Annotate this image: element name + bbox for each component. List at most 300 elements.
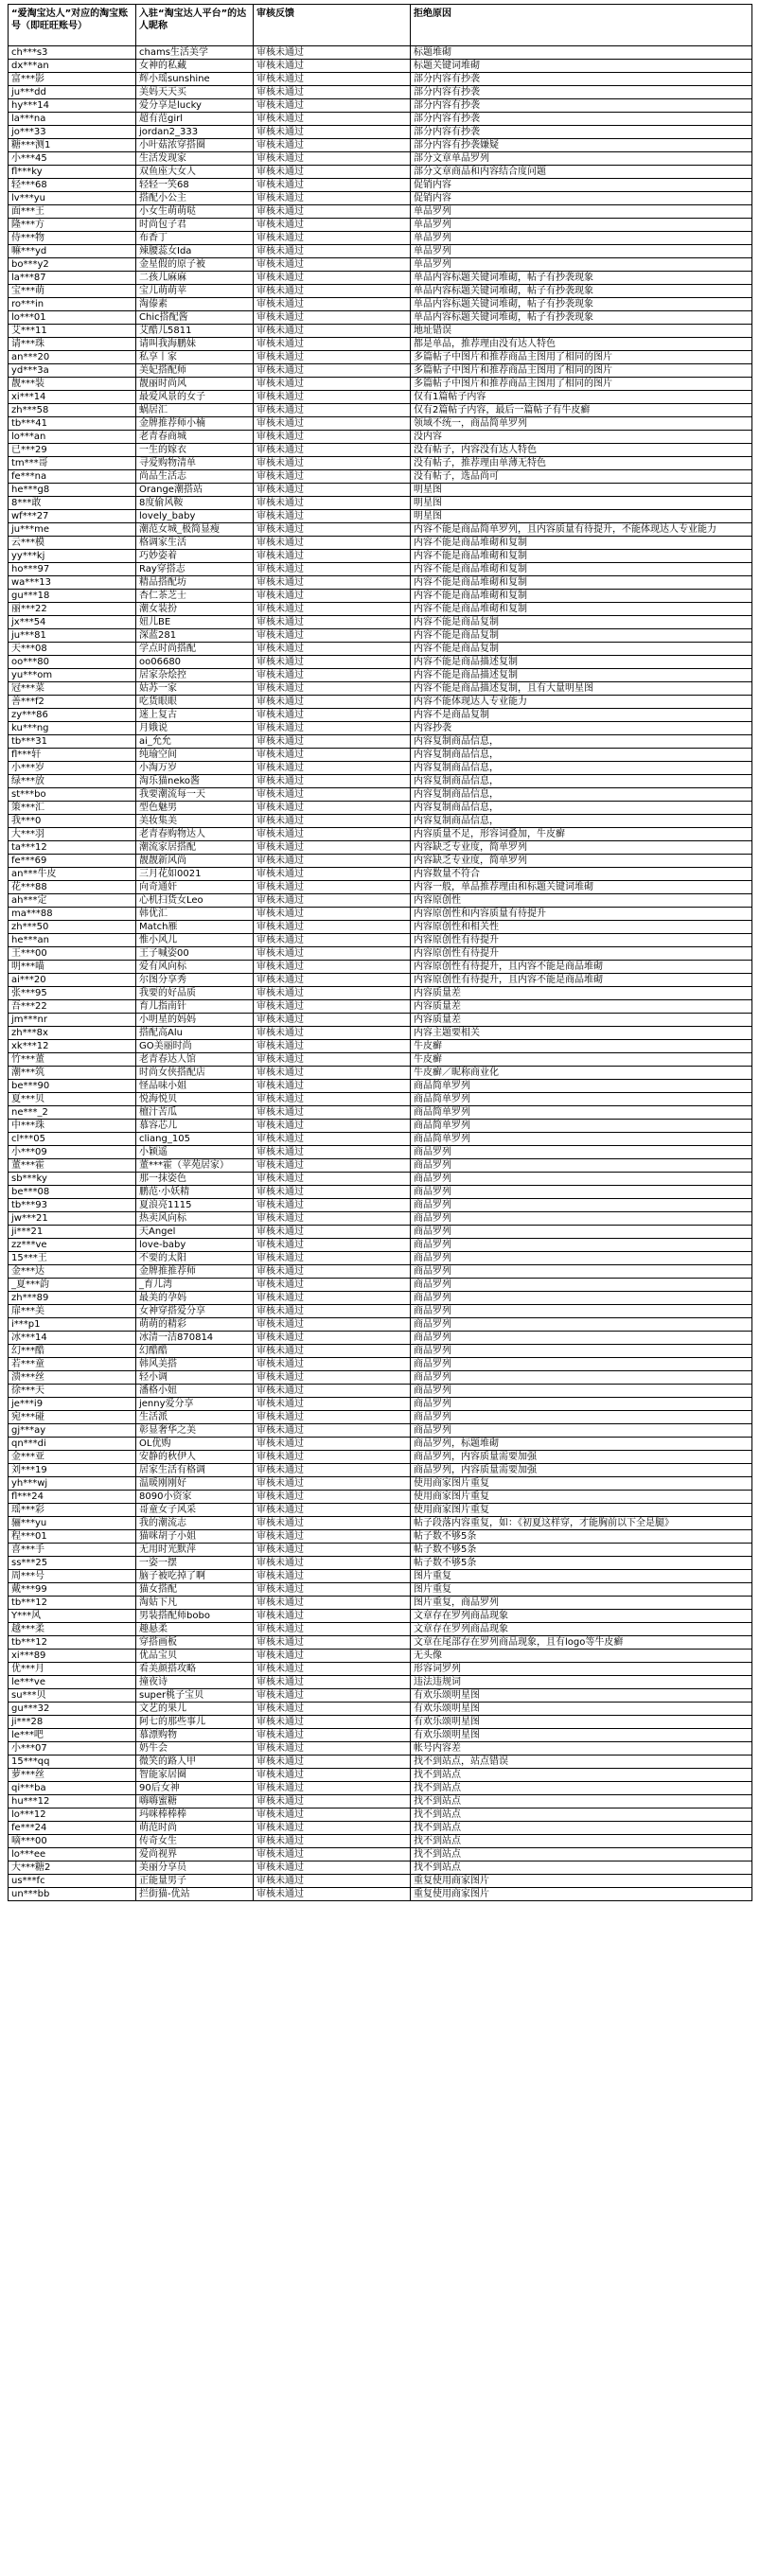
table-row bbox=[9, 60, 752, 73]
cell-review-feedback: 审核未通过 bbox=[254, 1716, 411, 1729]
cell-rejection-reason: 内容原创性和相关性 bbox=[411, 921, 752, 934]
cell-rejection-reason: 牛皮癣／昵称商业化 bbox=[411, 1067, 752, 1080]
cell-review-feedback: 审核未通过 bbox=[254, 802, 411, 815]
cell-rejection-reason: 商品简单罗列 bbox=[411, 1080, 752, 1093]
cell-talent-nickname: 天Angel bbox=[136, 1226, 254, 1239]
cell-rejection-reason: 牛皮癣 bbox=[411, 1040, 752, 1053]
cell-talent-nickname: 趣悬柔 bbox=[136, 1623, 254, 1636]
cell-review-feedback: 审核未通过 bbox=[254, 682, 411, 696]
cell-talent-nickname: 幻酷酷 bbox=[136, 1345, 254, 1358]
cell-talent-nickname: 那一抹姿色 bbox=[136, 1173, 254, 1186]
cell-review-feedback: 审核未通过 bbox=[254, 73, 411, 86]
table-row bbox=[9, 1636, 752, 1650]
cell-taobao-account: fe***24 bbox=[9, 1822, 136, 1835]
cell-talent-nickname: 学点时尚搭配 bbox=[136, 643, 254, 656]
cell-talent-nickname: 时尚女侠搭配店 bbox=[136, 1067, 254, 1080]
cell-rejection-reason: 内容一般，单品推荐理由和标题关键词堆砌 bbox=[411, 881, 752, 894]
cell-rejection-reason: 没有帖子，内容没有达人特色 bbox=[411, 444, 752, 457]
cell-review-feedback: 审核未通过 bbox=[254, 1345, 411, 1358]
table-row bbox=[9, 378, 752, 391]
cell-taobao-account: 侍***物 bbox=[9, 232, 136, 245]
table-row bbox=[9, 841, 752, 855]
cell-talent-nickname: 辣腰蕊女Ida bbox=[136, 245, 254, 258]
table-row bbox=[9, 1742, 752, 1756]
cell-talent-nickname: oo06680 bbox=[136, 656, 254, 669]
cell-rejection-reason: 部分内容有抄袭嫌疑 bbox=[411, 139, 752, 152]
table-row bbox=[9, 1544, 752, 1557]
cell-talent-nickname: 私享丨家 bbox=[136, 351, 254, 364]
table-row bbox=[9, 1146, 752, 1159]
table-row bbox=[9, 1782, 752, 1795]
cell-rejection-reason: 内容不能体现达人专业能力 bbox=[411, 696, 752, 709]
cell-rejection-reason: 商品罗列 bbox=[411, 1186, 752, 1199]
cell-review-feedback: 审核未通过 bbox=[254, 1226, 411, 1239]
cell-review-feedback: 审核未通过 bbox=[254, 643, 411, 656]
table-row bbox=[9, 669, 752, 682]
cell-rejection-reason: 有欢乐颂明星图 bbox=[411, 1729, 752, 1742]
table-row bbox=[9, 1835, 752, 1848]
cell-review-feedback: 审核未通过 bbox=[254, 881, 411, 894]
cell-taobao-account: an***牛皮 bbox=[9, 868, 136, 881]
cell-rejection-reason: 商品罗列 bbox=[411, 1173, 752, 1186]
cell-taobao-account: wa***13 bbox=[9, 576, 136, 590]
cell-talent-nickname: 一生的嫁衣 bbox=[136, 444, 254, 457]
table-row bbox=[9, 974, 752, 987]
cell-taobao-account: cl***05 bbox=[9, 1133, 136, 1146]
cell-rejection-reason: 商品罗列 bbox=[411, 1252, 752, 1265]
table-row bbox=[9, 656, 752, 669]
table-row bbox=[9, 1795, 752, 1808]
cell-talent-nickname: 杏仁茶芝士 bbox=[136, 590, 254, 603]
cell-taobao-account: 程***01 bbox=[9, 1530, 136, 1544]
cell-talent-nickname: 彰显奢华之美 bbox=[136, 1424, 254, 1438]
cell-rejection-reason: 仅有2篇帖子内容，最后一篇帖子有牛皮癣 bbox=[411, 404, 752, 417]
table-row bbox=[9, 616, 752, 629]
cell-rejection-reason: 帖子段落内容重复，如：《初夏这样穿，才能胸前以下全是腿》 bbox=[411, 1517, 752, 1530]
table-row bbox=[9, 1173, 752, 1186]
cell-taobao-account: ju***me bbox=[9, 523, 136, 537]
table-row bbox=[9, 696, 752, 709]
cell-talent-nickname: 老青春达人馆 bbox=[136, 1053, 254, 1067]
cell-talent-nickname: 淘乐猫neko酱 bbox=[136, 775, 254, 788]
cell-review-feedback: 审核未通过 bbox=[254, 1477, 411, 1491]
table-row bbox=[9, 1120, 752, 1133]
cell-talent-nickname: 悦海悦贝 bbox=[136, 1093, 254, 1106]
cell-review-feedback: 审核未通过 bbox=[254, 311, 411, 325]
cell-rejection-reason: 部分内容有抄袭 bbox=[411, 113, 752, 126]
cell-talent-nickname: Ray穿搭志 bbox=[136, 563, 254, 576]
cell-talent-nickname: 韩风美搭 bbox=[136, 1358, 254, 1371]
cell-taobao-account: 小***岁 bbox=[9, 762, 136, 775]
table-row bbox=[9, 1557, 752, 1570]
cell-taobao-account: tb***31 bbox=[9, 735, 136, 749]
table-row bbox=[9, 245, 752, 258]
cell-taobao-account: zh***89 bbox=[9, 1292, 136, 1305]
table-row bbox=[9, 219, 752, 232]
cell-taobao-account: lo***12 bbox=[9, 1808, 136, 1822]
table-row bbox=[9, 815, 752, 828]
cell-rejection-reason: 内容缺乏专业度，简单罗列 bbox=[411, 855, 752, 868]
cell-review-feedback: 审核未通过 bbox=[254, 1332, 411, 1345]
cell-rejection-reason: 内容主题要相关 bbox=[411, 1027, 752, 1040]
cell-taobao-account: 小***09 bbox=[9, 1146, 136, 1159]
cell-review-feedback: 审核未通过 bbox=[254, 1517, 411, 1530]
cell-rejection-reason: 使用商家图片重复 bbox=[411, 1491, 752, 1504]
cell-rejection-reason: 单品罗列 bbox=[411, 205, 752, 219]
cell-review-feedback: 审核未通过 bbox=[254, 1040, 411, 1053]
cell-taobao-account: la***87 bbox=[9, 272, 136, 285]
cell-talent-nickname: 搭配小公主 bbox=[136, 192, 254, 205]
table-row bbox=[9, 722, 752, 735]
cell-talent-nickname: 我要潮流每一天 bbox=[136, 788, 254, 802]
cell-rejection-reason: 文章存在罗列商品现象 bbox=[411, 1623, 752, 1636]
cell-rejection-reason: 商品罗列 bbox=[411, 1159, 752, 1173]
cell-rejection-reason: 有欢乐颂明星图 bbox=[411, 1716, 752, 1729]
cell-review-feedback: 审核未通过 bbox=[254, 1305, 411, 1318]
cell-taobao-account: Y***风 bbox=[9, 1610, 136, 1623]
table-row bbox=[9, 1676, 752, 1689]
cell-taobao-account: sb***ky bbox=[9, 1173, 136, 1186]
cell-rejection-reason: 没内容 bbox=[411, 431, 752, 444]
cell-rejection-reason: 找不到站点 bbox=[411, 1795, 752, 1808]
cell-talent-nickname: 请叫我海鹏妹 bbox=[136, 338, 254, 351]
cell-talent-nickname: 布香丁 bbox=[136, 232, 254, 245]
review-results-table bbox=[8, 4, 752, 1901]
cell-talent-nickname: 智能家居圈 bbox=[136, 1769, 254, 1782]
cell-taobao-account: 冠***菜 bbox=[9, 682, 136, 696]
cell-review-feedback: 审核未通过 bbox=[254, 749, 411, 762]
cell-talent-nickname: 王子喊姿00 bbox=[136, 947, 254, 961]
cell-review-feedback: 审核未通过 bbox=[254, 1676, 411, 1689]
cell-taobao-account: fl***24 bbox=[9, 1491, 136, 1504]
cell-review-feedback: 审核未通过 bbox=[254, 1212, 411, 1226]
cell-talent-nickname: 靓靓新风尚 bbox=[136, 855, 254, 868]
cell-review-feedback: 审核未通过 bbox=[254, 338, 411, 351]
cell-review-feedback: 审核未通过 bbox=[254, 1398, 411, 1411]
cell-rejection-reason: 单品内容标题关键词堆砌，帖子有抄袭现象 bbox=[411, 285, 752, 298]
cell-review-feedback: 审核未通过 bbox=[254, 1795, 411, 1808]
cell-taobao-account: 溃***丝 bbox=[9, 1371, 136, 1385]
cell-rejection-reason: 图片重复 bbox=[411, 1583, 752, 1597]
cell-talent-nickname: 8度偷风鞍 bbox=[136, 497, 254, 510]
cell-talent-nickname: 90后女神 bbox=[136, 1782, 254, 1795]
cell-rejection-reason: 内容不能是商品堆砌和复制 bbox=[411, 550, 752, 563]
cell-taobao-account: 艾***11 bbox=[9, 325, 136, 338]
cell-review-feedback: 审核未通过 bbox=[254, 378, 411, 391]
cell-review-feedback: 审核未通过 bbox=[254, 775, 411, 788]
cell-talent-nickname: jordan2_333 bbox=[136, 126, 254, 139]
cell-talent-nickname: 我的潮流志 bbox=[136, 1517, 254, 1530]
cell-talent-nickname: 三月花如0021 bbox=[136, 868, 254, 881]
cell-review-feedback: 审核未通过 bbox=[254, 1888, 411, 1901]
cell-talent-nickname: 淘姑下凡 bbox=[136, 1597, 254, 1610]
cell-talent-nickname: 蜗居汇 bbox=[136, 404, 254, 417]
table-row bbox=[9, 497, 752, 510]
cell-taobao-account: 宛***碰 bbox=[9, 1411, 136, 1424]
table-row bbox=[9, 1808, 752, 1822]
table-row bbox=[9, 1451, 752, 1464]
cell-review-feedback: 审核未通过 bbox=[254, 179, 411, 192]
table-row bbox=[9, 537, 752, 550]
cell-review-feedback: 审核未通过 bbox=[254, 1703, 411, 1716]
cell-review-feedback: 审核未通过 bbox=[254, 1239, 411, 1252]
table-row bbox=[9, 311, 752, 325]
cell-taobao-account: lo***an bbox=[9, 431, 136, 444]
table-row bbox=[9, 1093, 752, 1106]
cell-review-feedback: 审核未通过 bbox=[254, 404, 411, 417]
cell-review-feedback: 审核未通过 bbox=[254, 166, 411, 179]
cell-talent-nickname: 玛咪棒棒棒 bbox=[136, 1808, 254, 1822]
table-row bbox=[9, 1689, 752, 1703]
cell-rejection-reason: 内容缺乏专业度，简单罗列 bbox=[411, 841, 752, 855]
cell-review-feedback: 审核未通过 bbox=[254, 1265, 411, 1279]
cell-talent-nickname: Chic搭配酱 bbox=[136, 311, 254, 325]
table-row bbox=[9, 232, 752, 245]
cell-rejection-reason: 部分文章商品和内容结合度问题 bbox=[411, 166, 752, 179]
cell-taobao-account: dx***an bbox=[9, 60, 136, 73]
table-row bbox=[9, 1861, 752, 1875]
cell-taobao-account: wf***27 bbox=[9, 510, 136, 523]
cell-rejection-reason: 内容不能是商品复制 bbox=[411, 629, 752, 643]
cell-rejection-reason: 内容数量不符合 bbox=[411, 868, 752, 881]
cell-review-feedback: 审核未通过 bbox=[254, 232, 411, 245]
cell-review-feedback: 审核未通过 bbox=[254, 1000, 411, 1014]
cell-rejection-reason: 内容复制商品信息， bbox=[411, 775, 752, 788]
cell-taobao-account: jx***54 bbox=[9, 616, 136, 629]
cell-taobao-account: ju***dd bbox=[9, 86, 136, 99]
table-row bbox=[9, 1252, 752, 1265]
cell-talent-nickname: 美妆集美 bbox=[136, 815, 254, 828]
cell-review-feedback: 审核未通过 bbox=[254, 1861, 411, 1875]
table-row bbox=[9, 86, 752, 99]
cell-review-feedback: 审核未通过 bbox=[254, 537, 411, 550]
cell-talent-nickname: 育儿指南针 bbox=[136, 1000, 254, 1014]
table-row bbox=[9, 1769, 752, 1782]
cell-talent-nickname: 无用时光默萍 bbox=[136, 1544, 254, 1557]
cell-rejection-reason: 标题堆砌 bbox=[411, 46, 752, 60]
cell-review-feedback: 审核未通过 bbox=[254, 590, 411, 603]
cell-talent-nickname: 优品宝贝 bbox=[136, 1650, 254, 1663]
table-row bbox=[9, 351, 752, 364]
cell-rejection-reason: 内容质量不足，形容词叠加，牛皮癣 bbox=[411, 828, 752, 841]
cell-rejection-reason: 找不到站点，站点错误 bbox=[411, 1756, 752, 1769]
cell-talent-nickname: 辉小瑶sunshine bbox=[136, 73, 254, 86]
cell-rejection-reason: 内容原创性有待提升 bbox=[411, 934, 752, 947]
cell-taobao-account: ma***88 bbox=[9, 908, 136, 921]
cell-taobao-account: ah***定 bbox=[9, 894, 136, 908]
table-row bbox=[9, 364, 752, 378]
cell-review-feedback: 审核未通过 bbox=[254, 1597, 411, 1610]
cell-taobao-account: 15***王 bbox=[9, 1252, 136, 1265]
cell-rejection-reason: 帖子数不够5条 bbox=[411, 1530, 752, 1544]
cell-rejection-reason: 找不到站点 bbox=[411, 1822, 752, 1835]
cell-talent-nickname: 寻爱购物清单 bbox=[136, 457, 254, 470]
cell-rejection-reason: 内容不能是商品堆砌和复制 bbox=[411, 576, 752, 590]
cell-review-feedback: 审核未通过 bbox=[254, 351, 411, 364]
cell-review-feedback: 审核未通过 bbox=[254, 563, 411, 576]
cell-review-feedback: 审核未通过 bbox=[254, 1371, 411, 1385]
cell-talent-nickname: 正能量男子 bbox=[136, 1875, 254, 1888]
table-row bbox=[9, 1424, 752, 1438]
cell-review-feedback: 审核未通过 bbox=[254, 1610, 411, 1623]
cell-review-feedback: 审核未通过 bbox=[254, 272, 411, 285]
cell-review-feedback: 审核未通过 bbox=[254, 921, 411, 934]
cell-taobao-account: tb***41 bbox=[9, 417, 136, 431]
cell-rejection-reason: 商品罗列 bbox=[411, 1226, 752, 1239]
table-row bbox=[9, 457, 752, 470]
cell-review-feedback: 审核未通过 bbox=[254, 1583, 411, 1597]
cell-taobao-account: 宝***萌 bbox=[9, 285, 136, 298]
cell-talent-nickname: 月娥说 bbox=[136, 722, 254, 735]
cell-taobao-account: 面***王 bbox=[9, 205, 136, 219]
table-row bbox=[9, 1729, 752, 1742]
cell-talent-nickname: 金牌推推荐师 bbox=[136, 1265, 254, 1279]
table-row bbox=[9, 1848, 752, 1861]
cell-taobao-account: ss***25 bbox=[9, 1557, 136, 1570]
cell-review-feedback: 审核未通过 bbox=[254, 99, 411, 113]
table-row bbox=[9, 894, 752, 908]
cell-review-feedback: 审核未通过 bbox=[254, 1636, 411, 1650]
cell-review-feedback: 审核未通过 bbox=[254, 788, 411, 802]
cell-talent-nickname: 爱尚视界 bbox=[136, 1848, 254, 1861]
cell-taobao-account: xi***89 bbox=[9, 1650, 136, 1663]
cell-review-feedback: 审核未通过 bbox=[254, 1252, 411, 1265]
cell-rejection-reason: 商品罗列 bbox=[411, 1424, 752, 1438]
cell-talent-nickname: 男装搭配师bobo bbox=[136, 1610, 254, 1623]
table-row bbox=[9, 1186, 752, 1199]
table-row bbox=[9, 590, 752, 603]
cell-taobao-account: 花***88 bbox=[9, 881, 136, 894]
cell-review-feedback: 审核未通过 bbox=[254, 629, 411, 643]
cell-rejection-reason: 商品罗列 bbox=[411, 1332, 752, 1345]
cell-taobao-account: ku***ng bbox=[9, 722, 136, 735]
cell-talent-nickname: 慕漂购物 bbox=[136, 1729, 254, 1742]
cell-taobao-account: _夏***韵 bbox=[9, 1279, 136, 1292]
cell-talent-nickname: 时尚包子君 bbox=[136, 219, 254, 232]
table-row bbox=[9, 523, 752, 537]
table-row bbox=[9, 1385, 752, 1398]
cell-taobao-account: 萝***丝 bbox=[9, 1769, 136, 1782]
cell-rejection-reason: 内容不能是商品堆砌和复制 bbox=[411, 537, 752, 550]
cell-talent-nickname: 老青春商城 bbox=[136, 431, 254, 444]
cell-taobao-account: 天***08 bbox=[9, 643, 136, 656]
cell-talent-nickname: 拦街猫-优站 bbox=[136, 1888, 254, 1901]
cell-review-feedback: 审核未通过 bbox=[254, 1835, 411, 1848]
cell-review-feedback: 审核未通过 bbox=[254, 696, 411, 709]
cell-talent-nickname: 居家生活有格调 bbox=[136, 1464, 254, 1477]
table-row bbox=[9, 404, 752, 417]
cell-talent-nickname: 看美颜搭攻略 bbox=[136, 1663, 254, 1676]
cell-taobao-account: 吾***22 bbox=[9, 1000, 136, 1014]
cell-taobao-account: tb***12 bbox=[9, 1597, 136, 1610]
table-row bbox=[9, 179, 752, 192]
cell-rejection-reason: 没有帖子，推荐理由单薄无特色 bbox=[411, 457, 752, 470]
cell-talent-nickname: 吃货眼眼 bbox=[136, 696, 254, 709]
cell-review-feedback: 审核未通过 bbox=[254, 722, 411, 735]
cell-talent-nickname: GO美丽时尚 bbox=[136, 1040, 254, 1053]
cell-taobao-account: 夏***贝 bbox=[9, 1093, 136, 1106]
table-row bbox=[9, 1265, 752, 1279]
cell-rejection-reason: 内容不能是商品描述复制，且有大量明星图 bbox=[411, 682, 752, 696]
cell-rejection-reason: 重复使用商家图片 bbox=[411, 1875, 752, 1888]
cell-review-feedback: 审核未通过 bbox=[254, 762, 411, 775]
cell-review-feedback: 审核未通过 bbox=[254, 431, 411, 444]
cell-review-feedback: 审核未通过 bbox=[254, 1544, 411, 1557]
cell-rejection-reason: 单品内容标题关键词堆砌，帖子有抄袭现象 bbox=[411, 311, 752, 325]
cell-review-feedback: 审核未通过 bbox=[254, 709, 411, 722]
table-row bbox=[9, 166, 752, 179]
cell-taobao-account: fl***轩 bbox=[9, 749, 136, 762]
cell-taobao-account: be***90 bbox=[9, 1080, 136, 1093]
cell-talent-nickname: 鹏范·小妖精 bbox=[136, 1186, 254, 1199]
cell-taobao-account: 大***糖2 bbox=[9, 1861, 136, 1875]
table-row bbox=[9, 550, 752, 563]
cell-rejection-reason: 部分内容有抄袭 bbox=[411, 73, 752, 86]
cell-rejection-reason: 促销内容 bbox=[411, 179, 752, 192]
cell-review-feedback: 审核未通过 bbox=[254, 1557, 411, 1570]
cell-talent-nickname: 型色魅男 bbox=[136, 802, 254, 815]
cell-taobao-account: ne***_2 bbox=[9, 1106, 136, 1120]
cell-taobao-account: zz***ve bbox=[9, 1239, 136, 1252]
cell-review-feedback: 审核未通过 bbox=[254, 1279, 411, 1292]
table-row bbox=[9, 788, 752, 802]
cell-rejection-reason: 使用商家图片重复 bbox=[411, 1504, 752, 1517]
table-row bbox=[9, 1888, 752, 1901]
cell-taobao-account: lo***ee bbox=[9, 1848, 136, 1861]
cell-taobao-account: be***08 bbox=[9, 1186, 136, 1199]
table-row bbox=[9, 126, 752, 139]
cell-rejection-reason: 重复使用商家图片 bbox=[411, 1888, 752, 1901]
cell-review-feedback: 审核未通过 bbox=[254, 1848, 411, 1861]
cell-talent-nickname: 美妈天天买 bbox=[136, 86, 254, 99]
cell-taobao-account: an***20 bbox=[9, 351, 136, 364]
header-row bbox=[9, 5, 752, 46]
table-row bbox=[9, 1199, 752, 1212]
cell-talent-nickname: 金星假的原子被 bbox=[136, 258, 254, 272]
cell-talent-nickname: 嗨嗨蜜糖 bbox=[136, 1795, 254, 1808]
cell-taobao-account: 隆***方 bbox=[9, 219, 136, 232]
cell-talent-nickname: _育儿湾 bbox=[136, 1279, 254, 1292]
cell-taobao-account: ju***81 bbox=[9, 629, 136, 643]
table-row bbox=[9, 1650, 752, 1663]
cell-rejection-reason: 部分内容有抄袭 bbox=[411, 126, 752, 139]
cell-talent-nickname: 撞夜诗 bbox=[136, 1676, 254, 1689]
cell-review-feedback: 审核未通过 bbox=[254, 1438, 411, 1451]
cell-taobao-account: 轻***68 bbox=[9, 179, 136, 192]
cell-talent-nickname: 淘傣素 bbox=[136, 298, 254, 311]
cell-rejection-reason: 标题关键词堆砌 bbox=[411, 60, 752, 73]
cell-talent-nickname: 巧妙姿着 bbox=[136, 550, 254, 563]
cell-talent-nickname: 搭配高Alu bbox=[136, 1027, 254, 1040]
cell-taobao-account: fl***ky bbox=[9, 166, 136, 179]
table-row bbox=[9, 1080, 752, 1093]
table-row bbox=[9, 1318, 752, 1332]
cell-review-feedback: 审核未通过 bbox=[254, 1173, 411, 1186]
table-row bbox=[9, 1517, 752, 1530]
cell-rejection-reason: 找不到站点 bbox=[411, 1835, 752, 1848]
cell-rejection-reason: 商品简单罗列 bbox=[411, 1093, 752, 1106]
table-row bbox=[9, 947, 752, 961]
table-row bbox=[9, 1345, 752, 1358]
table-row bbox=[9, 1305, 752, 1318]
cell-taobao-account: lv***yu bbox=[9, 192, 136, 205]
table-row bbox=[9, 603, 752, 616]
cell-talent-nickname: 妞儿BE bbox=[136, 616, 254, 629]
cell-rejection-reason: 商品罗列 bbox=[411, 1398, 752, 1411]
cell-talent-nickname: 爱有风向标 bbox=[136, 961, 254, 974]
cell-talent-nickname: 檀汁苦瓜 bbox=[136, 1106, 254, 1120]
cell-rejection-reason: 都是单品，推荐理由没有达人特色 bbox=[411, 338, 752, 351]
